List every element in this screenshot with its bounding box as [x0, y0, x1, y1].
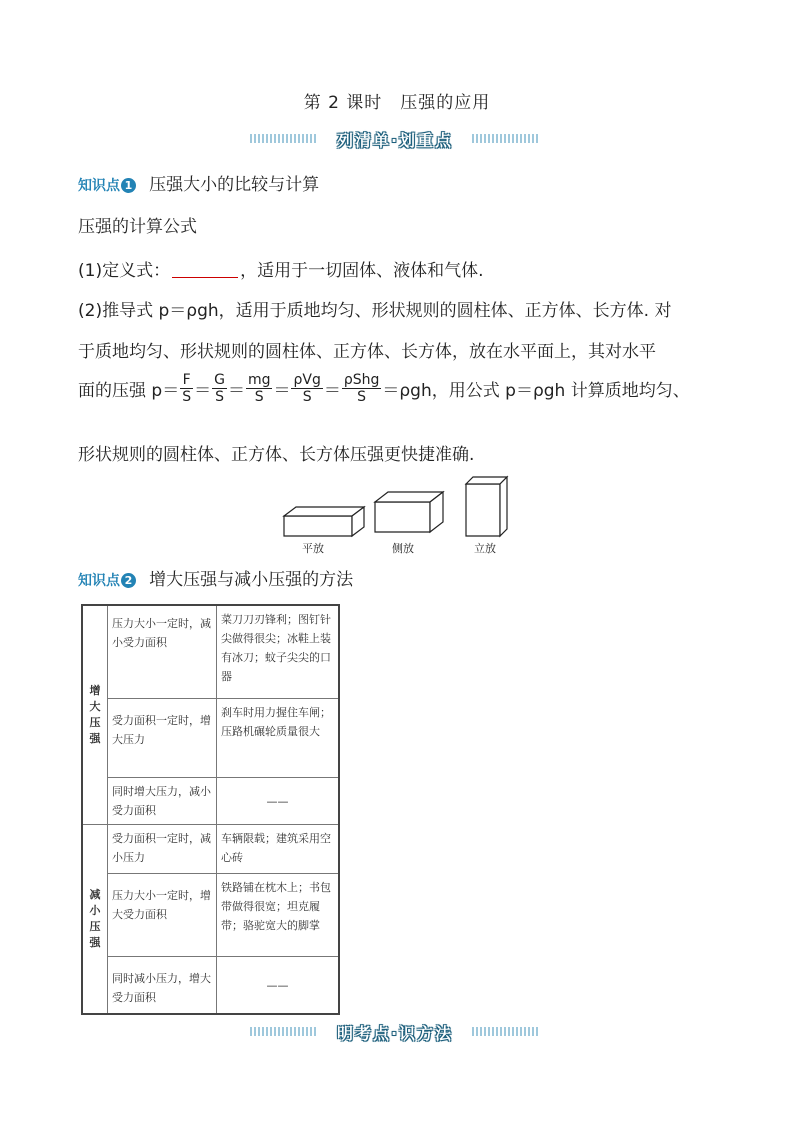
section-banner-top — [250, 128, 540, 150]
table-row — [82, 825, 339, 874]
knowledge-point-1 — [78, 170, 319, 195]
group-cell: 增大压强 — [82, 605, 108, 825]
kp-label: 知识点 2 — [78, 573, 136, 589]
table-row — [82, 605, 339, 699]
paragraph-line: (2)推导式 p＝ρgh，适用于质地均匀、形状规则的圆柱体、正方体、长方体. 对 — [78, 301, 672, 321]
example-cell: —— — [217, 778, 340, 825]
table-row — [82, 699, 339, 778]
page-title: 第 2 课时 压强的应用 — [303, 93, 491, 113]
table-row — [82, 778, 339, 825]
flat-box-top — [284, 507, 364, 516]
stand-box-front — [466, 484, 500, 536]
flat-box-front — [284, 516, 352, 536]
method-cell: 压力大小一定时，减小受力面积 — [108, 605, 217, 699]
formula-line: 面的压强 p＝ $\frac{F}{S}$ ＝ $\frac{G}{S}$ ＝ $\frac{mg}{S}$ ＝ $\frac{\text{ρVg}}{S}$ ＝ $\frac{\text{ρShg}}{S}$ ＝ρgh，用公式 p＝ρgh 计算质地均匀、 — [78, 372, 690, 405]
method-cell: 同时减小压力，增大受力面积 — [108, 957, 217, 1015]
example-cell: 铁路铺在枕木上；书包带做得很宽；坦克履带；骆驼宽大的脚掌 — [217, 874, 340, 957]
knowledge-point-2 — [78, 565, 353, 590]
example-cell: —— — [217, 957, 340, 1015]
kp-heading: 压强大小的比较与计算 — [149, 175, 320, 195]
box-orientations-figure — [280, 472, 520, 542]
example-cell: 刹车时用力握住车闸；压路机碾轮质量很大 — [217, 699, 340, 778]
banner-text: 明考点·识方法 — [336, 1024, 454, 1043]
definition-line: (1)定义式： ，适用于一切固体、液体和气体. — [78, 261, 484, 281]
method-cell: 受力面积一定时，增大压力 — [108, 699, 217, 778]
group-cell: 减小压强 — [82, 825, 108, 1015]
answer-blank[interactable] — [172, 261, 238, 278]
table-row — [82, 874, 339, 957]
caption-stand: 立放 — [474, 542, 496, 555]
example-cell: 菜刀刀刃锋利；图钉针尖做得很尖；冰鞋上装有冰刀；蚊子尖尖的口器 — [217, 605, 340, 699]
paragraph-line: 形状规则的圆柱体、正方体、长方体压强更快捷准确. — [78, 445, 475, 465]
banner-text: 列清单·划重点 — [336, 131, 454, 150]
stand-box-side — [500, 477, 507, 536]
subheading: 压强的计算公式 — [78, 217, 197, 237]
method-cell: 受力面积一定时，减小压力 — [108, 825, 217, 874]
side-box-front — [375, 502, 430, 532]
fraction: $\frac{\text{ρShg}}{S}$ — [343, 372, 380, 405]
fraction: $\frac{mg}{S}$ — [247, 372, 271, 405]
method-cell: 压力大小一定时，增大受力面积 — [108, 874, 217, 957]
fraction: $\frac{F}{S}$ — [182, 372, 192, 405]
section-banner-bottom — [250, 1021, 540, 1043]
table-row — [82, 957, 339, 1015]
pressure-methods-table — [81, 604, 340, 1015]
kp-label: 知识点 1 — [78, 178, 136, 194]
paragraph-line: 于质地均匀、形状规则的圆柱体、正方体、长方体，放在水平面上，其对水平 — [78, 342, 656, 362]
caption-side: 侧放 — [392, 542, 414, 555]
fraction: $\frac{\text{ρVg}}{S}$ — [293, 372, 321, 405]
method-cell: 同时增大压力，减小受力面积 — [108, 778, 217, 825]
fraction: $\frac{G}{S}$ — [214, 372, 225, 405]
kp-heading: 增大压强与减小压强的方法 — [149, 570, 354, 590]
caption-flat: 平放 — [302, 542, 324, 555]
example-cell: 车辆限载；建筑采用空心砖 — [217, 825, 340, 874]
